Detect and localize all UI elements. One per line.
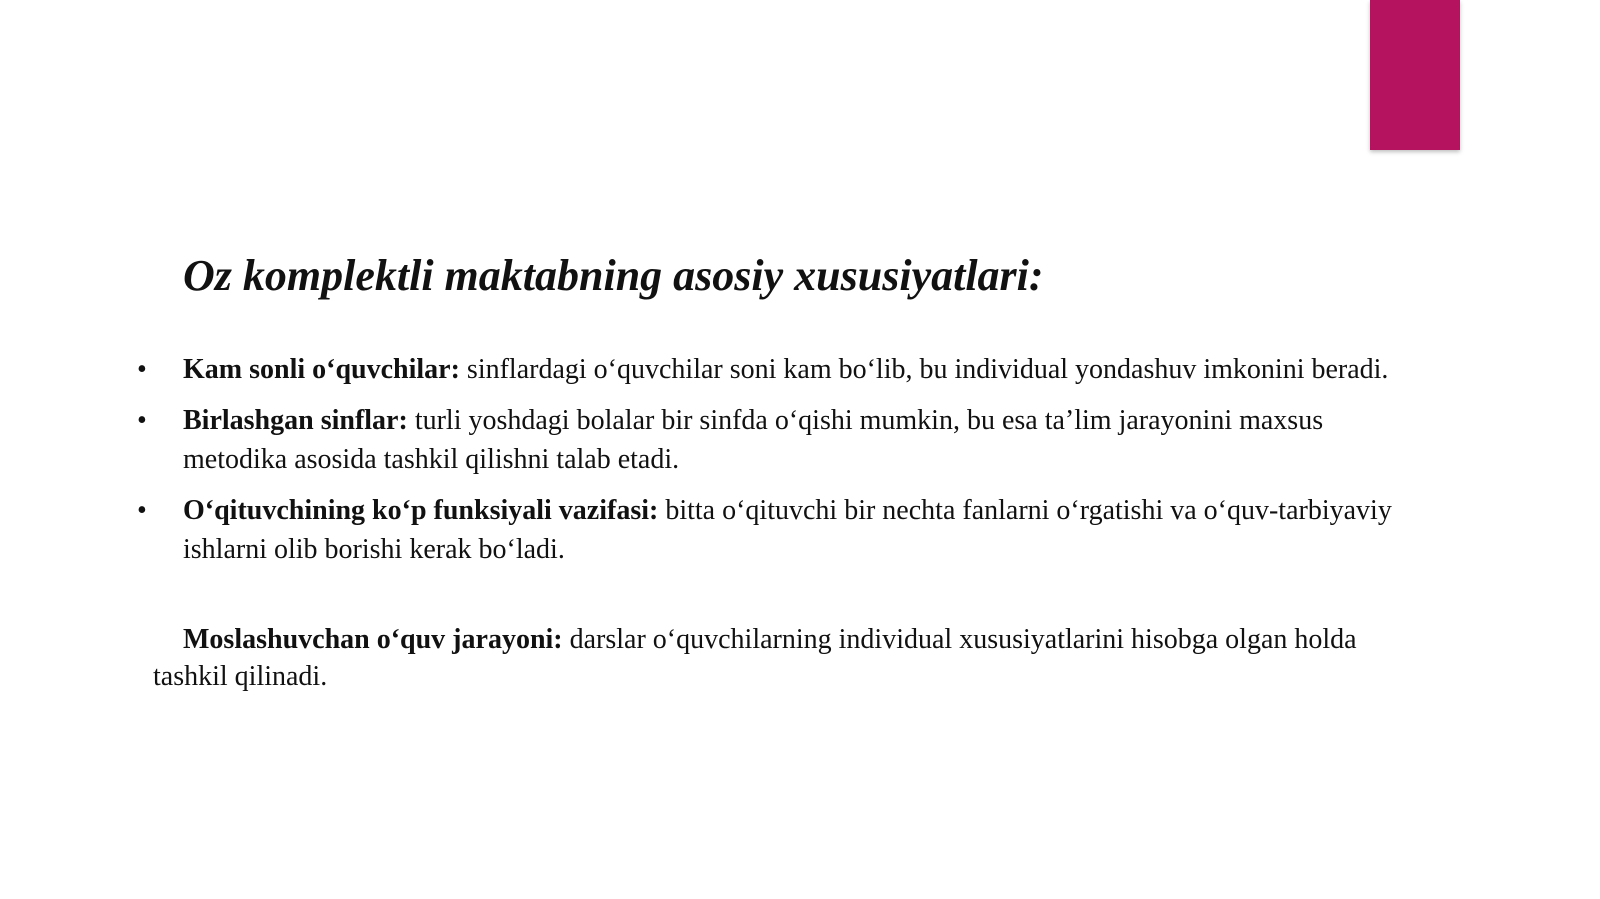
bullet-text: turli yoshdagi bolalar bir sinfda o‘qishi mumkin, bu esa ta’lim jarayonini maxsus metodika asosida tashkil qilishni talab etadi. — [183, 405, 1324, 475]
bullet-icon: • — [137, 354, 147, 385]
bullet-term: Kam sonli o‘quvchilar: — [183, 354, 460, 385]
bullet-icon: • — [137, 495, 147, 526]
flexible-process-paragraph — [153, 621, 1393, 695]
bullet-list — [0, 350, 1600, 581]
paragraph-term: Moslashuvchan o‘quv jarayoni: — [183, 624, 563, 655]
bullet-text: bitta o‘qituvchi bir nechta fanlarni o‘rgatishi va o‘quv-tarbiyaviy ishlarni olib borishi kerak bo‘ladi. — [183, 495, 1392, 565]
bullet-text: sinflardagi o‘quvchilar soni kam bo‘lib, bu individual yondashuv imkonini beradi. — [459, 354, 1389, 385]
bullet-item-combined-classes — [0, 401, 1393, 479]
accent-block — [1370, 0, 1460, 150]
bullet-item-small-class-size — [0, 350, 1393, 389]
bullet-term: Birlashgan sinflar: — [183, 405, 408, 436]
bullet-item-teacher-role — [0, 491, 1393, 569]
slide-title: Oz komplektli maktabning asosiy xususiyatlari: — [183, 251, 1044, 300]
bullet-term: O‘qituvchining ko‘p funksiyali vazifasi: — [183, 495, 659, 526]
bullet-icon: • — [137, 405, 147, 436]
paragraph-text: darslar o‘quvchilarning individual xususiyatlarini hisobga olgan holda tashkil qilinadi. — [153, 624, 1357, 692]
